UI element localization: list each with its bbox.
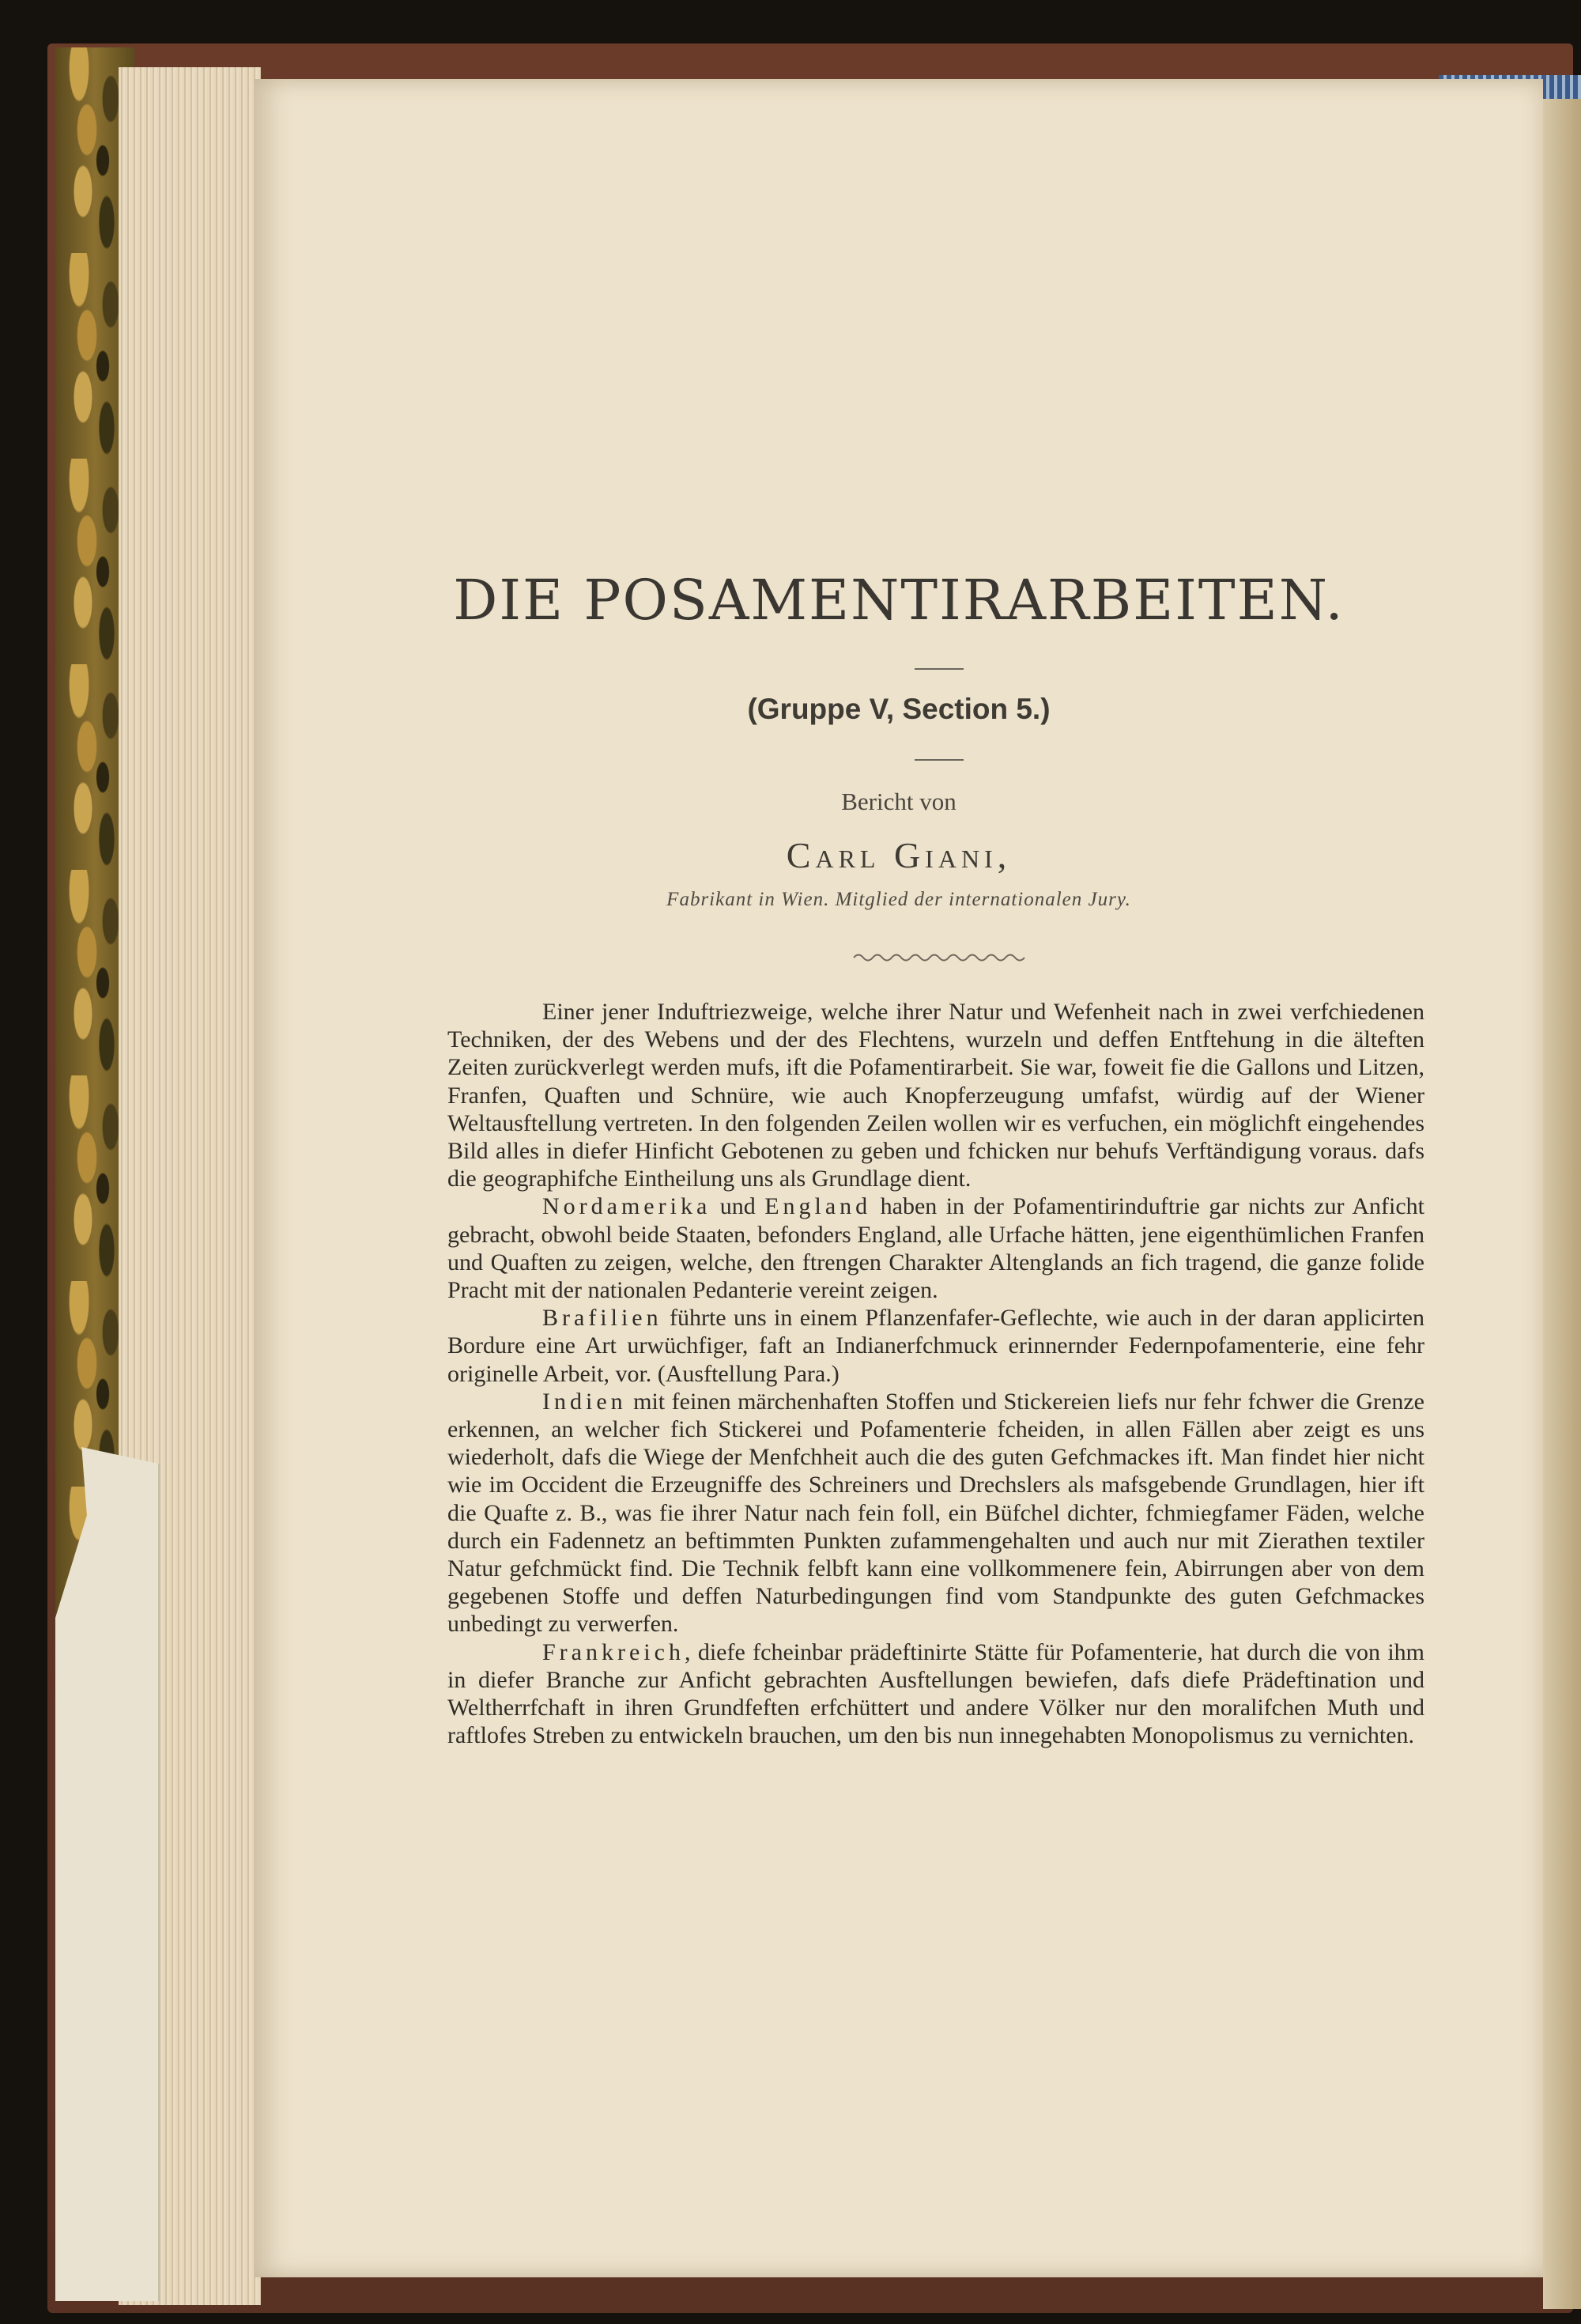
country-name: Nordamerika: [542, 1193, 711, 1220]
paragraph-1: [447, 998, 1424, 1192]
paragraph-text: , diefe fcheinbar prädeftinirte Stätte für Pofamenterie, hat durch die von ihm in diefer Branche zur Anficht gebrachten Ausftellungen bewiefen, dafs diefe Prädeftination und Weltherrfchaft in ihren Grundfeften erfchüttert und andere Völker nur den moralifchen Muth und raftlofes Streben zu entwickeln brauchen, um den bis nun innegehabten Monopolismus zu vernichten.: [447, 1638, 1424, 1749]
title-rule: [915, 668, 964, 670]
paragraph-3: [447, 1304, 1424, 1388]
conjunction: und: [711, 1193, 765, 1220]
country-name: Frankreich: [542, 1638, 685, 1665]
article-body: [447, 998, 1424, 1749]
paragraph-5: [447, 1638, 1424, 1750]
author-name: Carl Giani,: [786, 835, 1012, 875]
next-page-edge: [1543, 95, 1581, 2309]
paragraph-text: haben in der Pofamentirinduftrie gar nichts zur Anficht gebracht, obwohl beide Staaten, befonders England, alle Urfache hätten, jene eigenthümlichen Franfen und Quaften zu zeigen, welche, den ftrengen Charakter Altenglands an fich tragend, die ganze folide Pracht mit der nationalen Pedanterie vereint zeigen.: [447, 1193, 1424, 1304]
country-name: England: [764, 1193, 872, 1220]
page-title: DIE POSAMENTIRARBEITEN.: [453, 568, 1345, 633]
paper-slip: [55, 1447, 160, 2301]
paragraph-text: mit feinen märchenhaften Stoffen und Stickereien liefs nur fehr fchwer die Grenze erkennen, an welcher fich Stickerei und Pofamenterie fcheiden, in allen Fällen aber zeigt es uns wiederholt, dafs die Wiege der Menfchheit auch die des guten Gefchmackes ift. Man findet hier nicht wie im Occident die Erzeugniffe des Schreiners und Drechslers als mafsgebende Grundlagen, hier ift die Quafte z. B., was fie ihrer Natur nach fein foll, ein Büfchel dichter, fchmiegfamer Fäden, welche durch ein Fadennetz an beftimmten Punkten zufammengehalten und auch nur mit Zierathen textiler Natur gefchmückt find. Die Technik felbft kann eine vollkommenere fein, Abirrungen aber von dem gegebenen Stoffe und deffen Naturbedingungen find vom Standpunkte des guten Gefchmackes unbedingt zu verwerfen.: [447, 1388, 1424, 1638]
paragraph-4: [447, 1388, 1424, 1638]
report-by-label: Bericht von: [841, 788, 957, 815]
paragraph-text: Einer jener Induftriezweige, welche ihrer Natur und Wefenheit nach in zwei verfchiedenen Techniken, der des Webens und der des Flechtens, wurzeln und deffen Entftehung in die älteften Zeiten zurückverlegt werden mufs, ift die Pofamentirarbeit. Sie war, foweit fie die Gallons und Litzen, Franfen, Quaften und Schnüre, wie auch Knopferzeugung umfafst, würdig auf der Wiener Weltausftellung vertreten. In den folgenden Zeilen wollen wir es verfuchen, ein möglichft eingehendes Bild alles in diefer Hinficht Gebotenen zu geben und fchicken nur behufs Verftändigung voraus. dafs die geographifche Eintheilung uns als Grundlage dient.: [447, 999, 1424, 1192]
country-name: Indien: [542, 1388, 627, 1415]
author-role: Fabrikant in Wien. Mitglied der internationalen Jury.: [666, 889, 1131, 910]
subtitle-rule: [915, 759, 964, 761]
ornament-divider: [852, 950, 1026, 965]
paragraph-2: [447, 1192, 1424, 1304]
paragraph-text: führte uns in einem Pflanzenfafer-Geflechte, wie auch in der daran applicirten Bordure eine Art urwüchfiger, faft an Indianerfchmuck erinnernder Federnpofamenterie, eine fehr originelle Arbeit, vor. (Ausftellung Para.): [447, 1305, 1424, 1387]
country-name: Brafilien: [542, 1305, 662, 1332]
section-subtitle: (Gruppe V, Section 5.): [747, 693, 1051, 725]
